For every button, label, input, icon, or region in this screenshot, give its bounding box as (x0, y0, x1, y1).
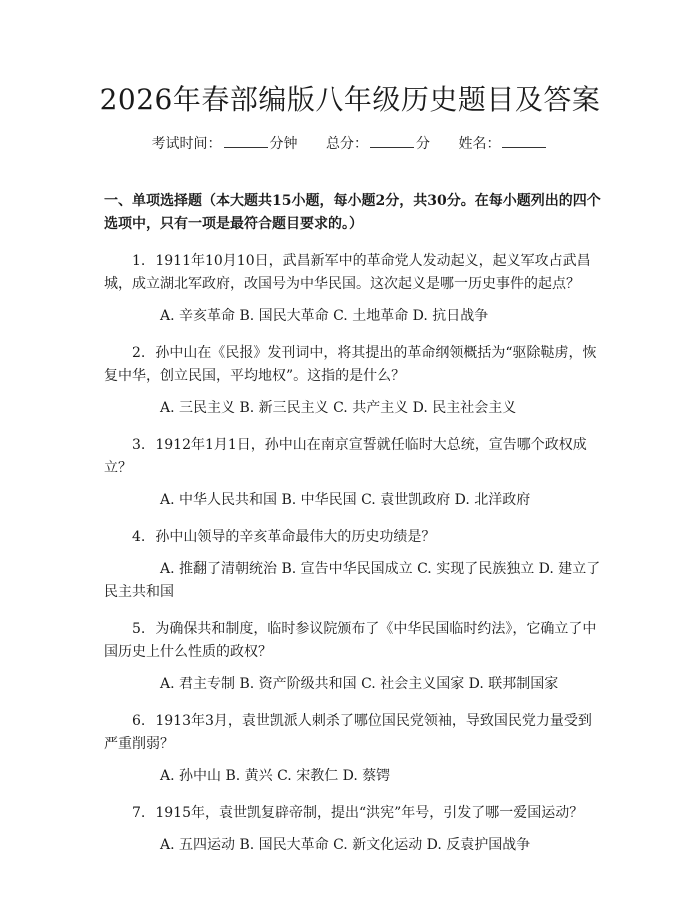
question-text (104, 710, 601, 756)
question-text (104, 618, 601, 664)
answer-options: A. 五四运动 B. 国民大革命 C. 新文化运动 D. 反袁护国战争 (160, 837, 531, 853)
question-text (104, 526, 601, 549)
question-item (104, 434, 601, 512)
question-body: 孙中山领导的辛亥革命最伟大的历史功绩是？ (155, 529, 436, 545)
answer-options: A. 孙中山 B. 黄兴 C. 宋教仁 D. 蔡锷 (160, 768, 391, 784)
time-unit: 分钟 (269, 136, 298, 152)
section-heading: 一、单项选择题（本大题共15小题，每小题2分，共30分。在每小题列出的四个选项中，只有一项是最符合题目要求的。） (104, 193, 601, 232)
question-body: 为确保共和制度，临时参议院颁布了《中华民国临时约法》，它确立了中国历史上什么性质的政权？ (104, 621, 597, 660)
answer-options: A. 三民主义 B. 新三民主义 C. 共产主义 D. 民主社会主义 (160, 400, 517, 416)
question-item (104, 526, 601, 604)
question-text (104, 802, 601, 825)
question-text (104, 342, 601, 388)
exam-info-line (0, 133, 700, 154)
question-number: 3. (132, 437, 146, 453)
question-number: 7. (132, 805, 146, 821)
answer-options: A. 推翻了清朝统治 B. 宣告中华民国成立 C. 实现了民族独立 D. 建立了民主共和国 (104, 561, 601, 600)
question-item (104, 710, 601, 788)
question-number: 1. (132, 253, 146, 269)
answer-options: A. 君主专制 B. 资产阶级共和国 C. 社会主义国家 D. 联邦制国家 (160, 676, 559, 692)
question-number: 6. (132, 713, 146, 729)
question-body: 1913年3月，袁世凯派人刺杀了哪位国民党领袖，导致国民党力量受到严重削弱？ (104, 713, 592, 752)
time-label: 考试时间： (151, 136, 222, 152)
question-text (104, 434, 601, 480)
score-blank (370, 133, 414, 148)
page-title: 2026年春部编版八年级历史题目及答案 (99, 83, 601, 116)
question-item (104, 618, 601, 696)
question-text (104, 250, 601, 296)
score-label: 总分： (326, 136, 368, 152)
name-blank (502, 133, 546, 148)
question-body: 1915年，袁世凯复辟帝制，提出“洪宪”年号，引发了哪一爱国运动？ (155, 805, 584, 821)
answer-options: A. 中华人民共和国 B. 中华民国 C. 袁世凯政府 D. 北洋政府 (160, 492, 531, 508)
question-item (104, 342, 601, 420)
question-item (104, 250, 601, 328)
exam-content (104, 190, 601, 871)
time-blank (224, 133, 268, 148)
exam-time-field (152, 136, 302, 152)
answer-options: A. 辛亥革命 B. 国民大革命 C. 土地革命 D. 抗日战争 (160, 308, 489, 324)
name-label: 姓名： (458, 136, 501, 152)
question-number: 4. (132, 529, 146, 545)
total-score-field (326, 136, 434, 152)
question-body: 1911年10月10日，武昌新军中的革命党人发动起义，起义军攻占武昌城，成立湖北军政府，改国号为中华民国。这次起义是哪一历史事件的起点？ (104, 253, 591, 292)
student-name-field (458, 136, 548, 152)
question-number: 2. (132, 345, 146, 361)
question-body: 孙中山在《民报》发刊词中，将其提出的革命纲领概括为“驱除鞑虏，恢复中华，创立民国，平均地权”。这指的是什么？ (104, 345, 597, 384)
score-unit: 分 (416, 136, 430, 152)
question-item (104, 802, 601, 857)
question-body: 1912年1月1日，孙中山在南京宣誓就任临时大总统，宣告哪个政权成立？ (104, 437, 587, 476)
question-number: 5. (132, 621, 146, 637)
